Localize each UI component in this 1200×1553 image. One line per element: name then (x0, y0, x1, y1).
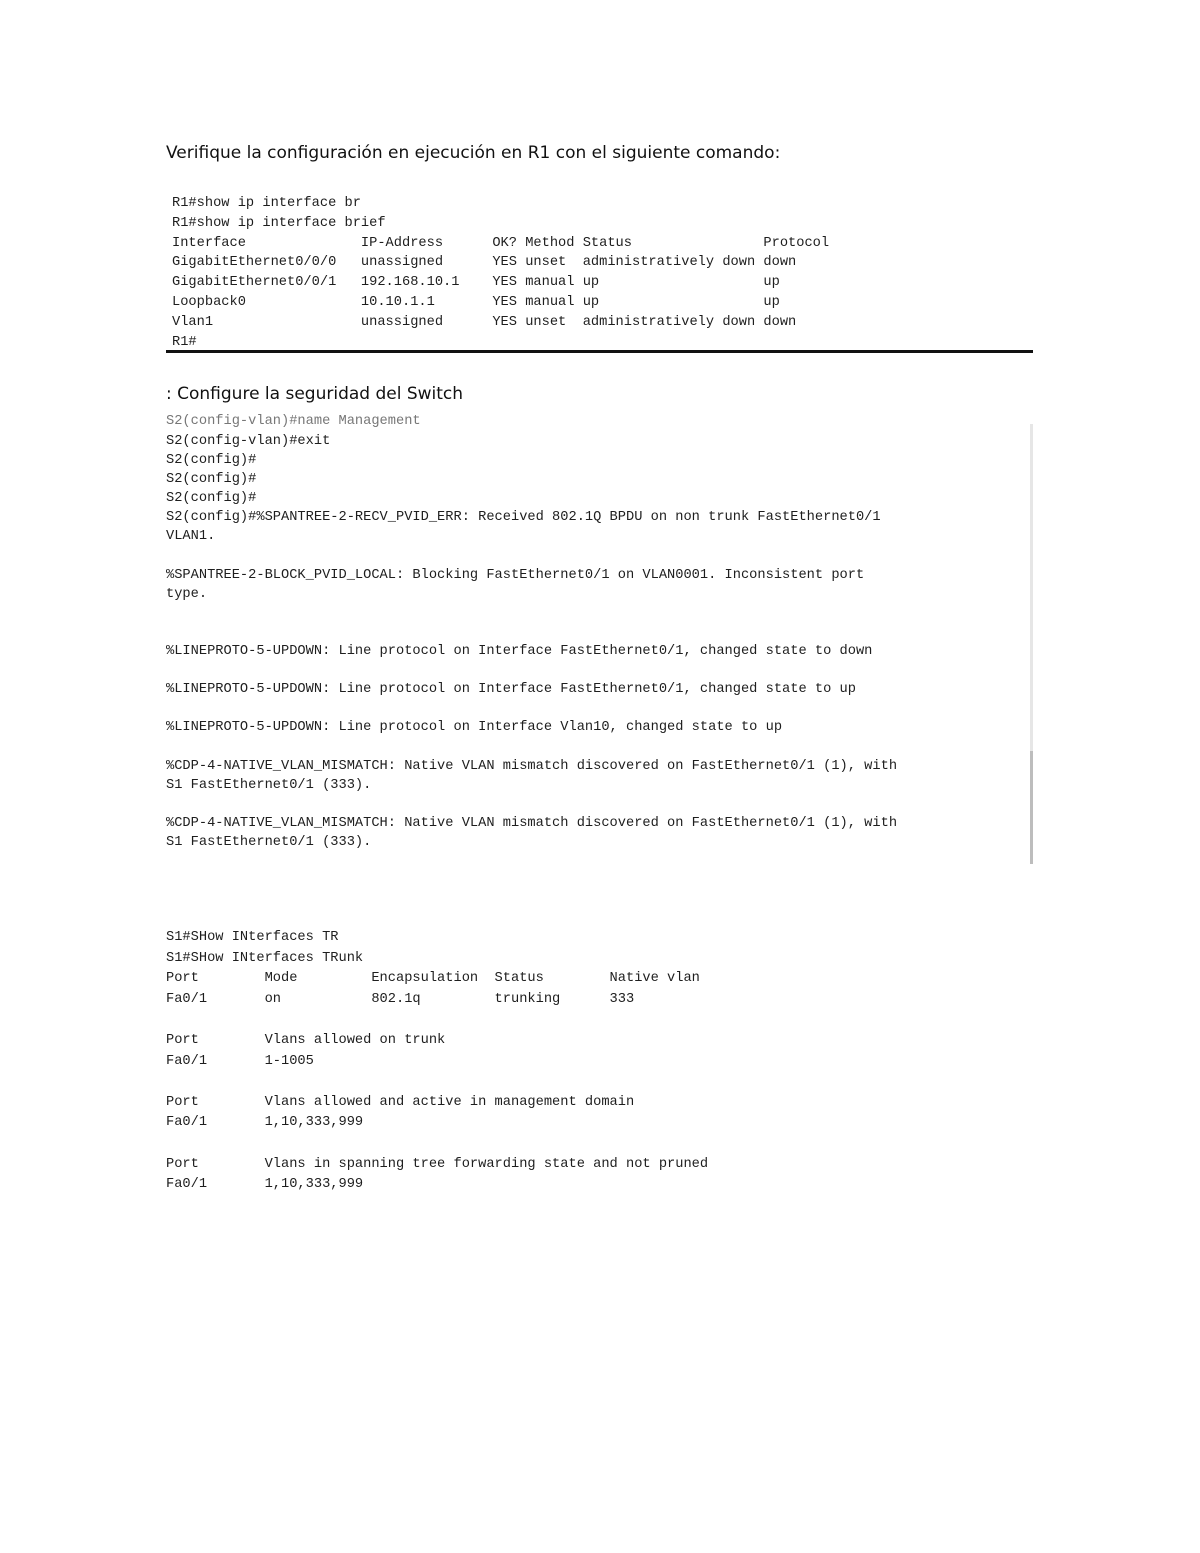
console-line (166, 1010, 708, 1031)
console-line (166, 604, 897, 623)
console-bottom-rule (166, 350, 1033, 353)
console-window-s2-log (166, 414, 1033, 864)
console-line (166, 623, 897, 642)
console-prompt: R1# (172, 334, 197, 350)
console-line: %CDP-4-NATIVE_VLAN_MISMATCH: Native VLAN mismatch discovered on FastEthernet0/1 (1), with (166, 758, 898, 774)
console-table-row: GigabitEthernet0/0/1 192.168.10.1 YES manual up up (172, 275, 780, 291)
console-line (166, 547, 897, 566)
console-line: S1#SHow INterfaces TRunk (166, 950, 364, 966)
console-line: type. (166, 586, 208, 602)
console-line: S1 FastEthernet0/1 (333). (166, 777, 372, 793)
console-line (166, 661, 897, 680)
console-table-row: Vlan1 unassigned YES unset administratively down down (172, 314, 797, 330)
section-heading-switch-security: : Configure la seguridad del Switch (166, 384, 464, 404)
console-line: %CDP-4-NATIVE_VLAN_MISMATCH: Native VLAN mismatch discovered on FastEthernet0/1 (1), with (166, 815, 898, 831)
console-line: %LINEPROTO-5-UPDOWN: Line protocol on Interface FastEthernet0/1, changed state to down (166, 644, 873, 660)
console-table-row: Loopback0 10.10.1.1 YES manual up up (172, 294, 780, 310)
console-line: S2(config)#%SPANTREE-2-RECV_PVID_ERR: Received 802.1Q BPDU on non trunk FastEthernet0/1 (166, 510, 881, 526)
console-output-s1-interfaces-trunk (166, 928, 708, 1196)
console-table-row: Fa0/1 on 802.1q trunking 333 (166, 991, 635, 1007)
console-table-header: Port Vlans in spanning tree forwarding state and not pruned (166, 1156, 709, 1172)
console-line (166, 1134, 708, 1155)
console-line: R1#show ip interface br (172, 196, 361, 211)
console-line: VLAN1. (166, 529, 216, 545)
console-table-header: Port Vlans allowed on trunk (166, 1032, 446, 1048)
console-line: %LINEPROTO-5-UPDOWN: Line protocol on Interface Vlan10, changed state to up (166, 720, 783, 736)
console-line: S2(config)# (166, 453, 257, 469)
console-line: S2(config-vlan)#exit (166, 434, 331, 449)
console-output-s2-log (166, 432, 897, 852)
console-line: S1#SHow INterfaces TR (166, 930, 339, 945)
console-table-row: Fa0/1 1,10,333,999 (166, 1177, 364, 1193)
console-line: %LINEPROTO-5-UPDOWN: Line protocol on Interface FastEthernet0/1, changed state to up (166, 682, 856, 698)
console-line (166, 795, 897, 814)
console-scrollbar-thumb[interactable] (1030, 751, 1033, 864)
section-heading-r1-verify: Verifique la configuración en ejecución en R1 con el siguiente comando: (166, 143, 781, 163)
console-line: %SPANTREE-2-BLOCK_PVID_LOCAL: Blocking FastEthernet0/1 on VLAN0001. Inconsistent port (166, 567, 865, 583)
console-table-header: Port Mode Encapsulation Status Native vlan (166, 971, 700, 987)
console-line-partial: S2(config-vlan)#name Management (166, 414, 421, 429)
console-line: S2(config)# (166, 472, 257, 488)
console-table-row: GigabitEthernet0/0/0 unassigned YES unset administratively down down (172, 255, 797, 271)
console-output-r1-interface-brief (172, 194, 829, 352)
console-line: R1#show ip interface brief (172, 215, 386, 231)
console-line: S1 FastEthernet0/1 (333). (166, 834, 372, 850)
console-table-header: Interface IP-Address OK? Method Status Protocol (172, 235, 830, 251)
console-table-row: Fa0/1 1,10,333,999 (166, 1115, 364, 1131)
console-line: S2(config)# (166, 491, 257, 507)
console-line (166, 1072, 708, 1093)
console-table-row: Fa0/1 1-1005 (166, 1053, 314, 1069)
console-line (166, 699, 897, 718)
console-table-header: Port Vlans allowed and active in management domain (166, 1094, 635, 1110)
console-line (166, 738, 897, 757)
